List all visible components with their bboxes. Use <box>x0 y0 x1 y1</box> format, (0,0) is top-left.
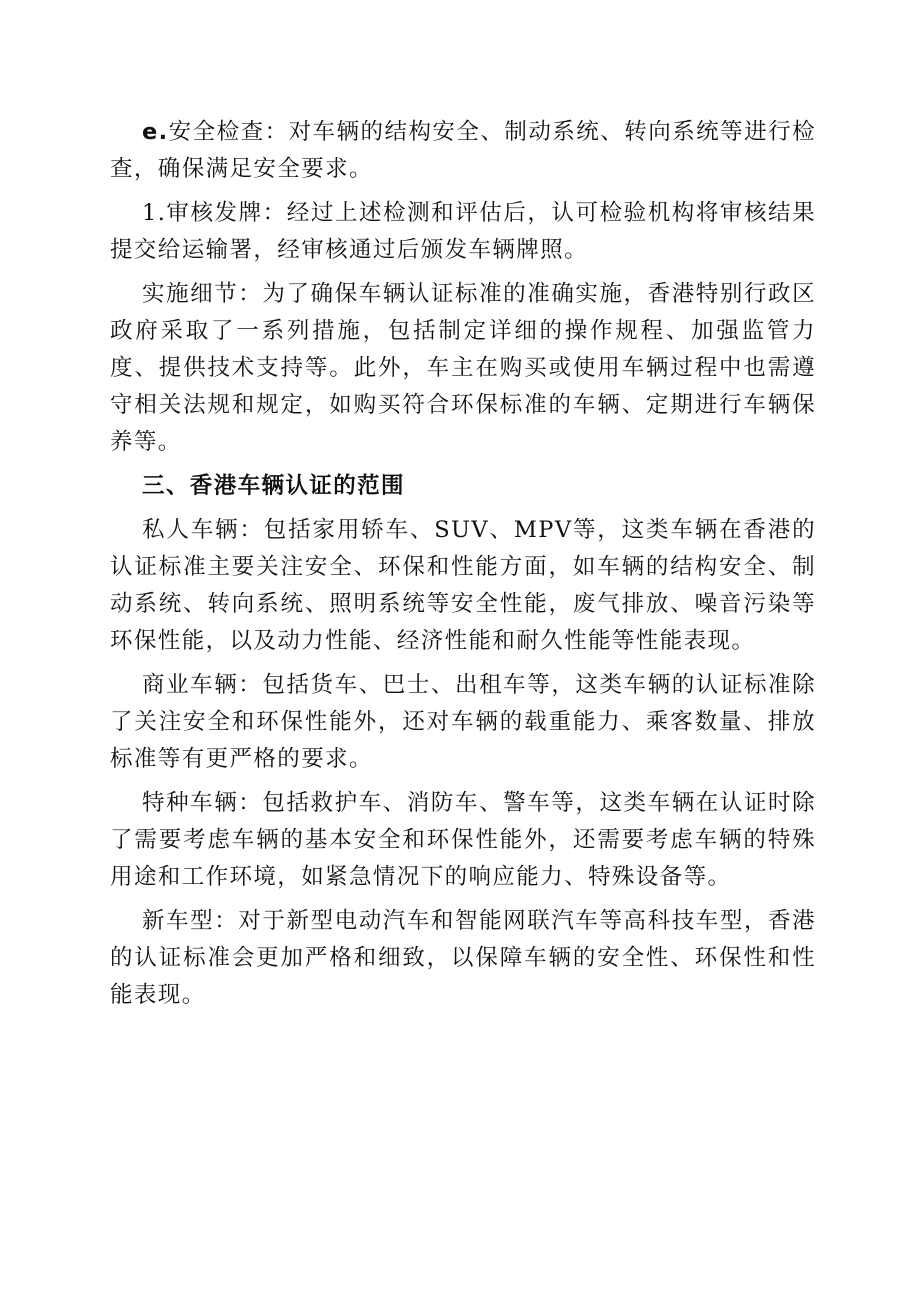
paragraph-implementation: 实施细节：为了确保车辆认证标准的准确实施，香港特别行政区政府采取了一系列措施，包括制定详细的操作规程、加强监管力度、提供技术支持等。此外，车主在购买或使用车辆过程中也需遵守相关法规和规定，如购买符合环保标准的车辆、定期进行车辆保养等。 <box>110 281 816 455</box>
section-heading: 三、香港车辆认证的范围 <box>142 473 405 499</box>
safety-check-text: 安全检查：对车辆的结构安全、制动系统、转向系统等进行检查，确保满足安全要求。 <box>110 119 816 182</box>
paragraph-safety-check <box>110 114 816 188</box>
document-page <box>110 114 816 1021</box>
paragraph-private-vehicles: 私人车辆：包括家用轿车、SUV、MPV等，这类车辆在香港的认证标准主要关注安全、环保和性能方面，如车辆的结构安全、制动系统、转向系统、照明系统等安全性能，废气排放、噪音污染等环保性能，以及动力性能、经济性能和耐久性能等性能表现。 <box>110 517 816 654</box>
paragraph-approval: 1.审核发牌：经过上述检测和评估后，认可检验机构将审核结果提交给运输署，经审核通过后颁发车辆牌照。 <box>110 200 816 263</box>
paragraph-special-vehicles: 特种车辆：包括救护车、消防车、警车等，这类车辆在认证时除了需要考虑车辆的基本安全和环保性能外，还需要考虑车辆的特殊用途和工作环境，如紧急情况下的响应能力、特殊设备等。 <box>110 790 816 890</box>
paragraph-new-models: 新车型：对于新型电动汽车和智能网联汽车等高科技车型，香港的认证标准会更加严格和细致，以保障车辆的安全性、环保性和性能表现。 <box>110 908 816 1008</box>
list-marker: e. <box>142 119 169 145</box>
paragraph-commercial-vehicles: 商业车辆：包括货车、巴士、出租车等，这类车辆的认证标准除了关注安全和环保性能外，还对车辆的载重能力、乘客数量、排放标准等有更严格的要求。 <box>110 672 816 772</box>
